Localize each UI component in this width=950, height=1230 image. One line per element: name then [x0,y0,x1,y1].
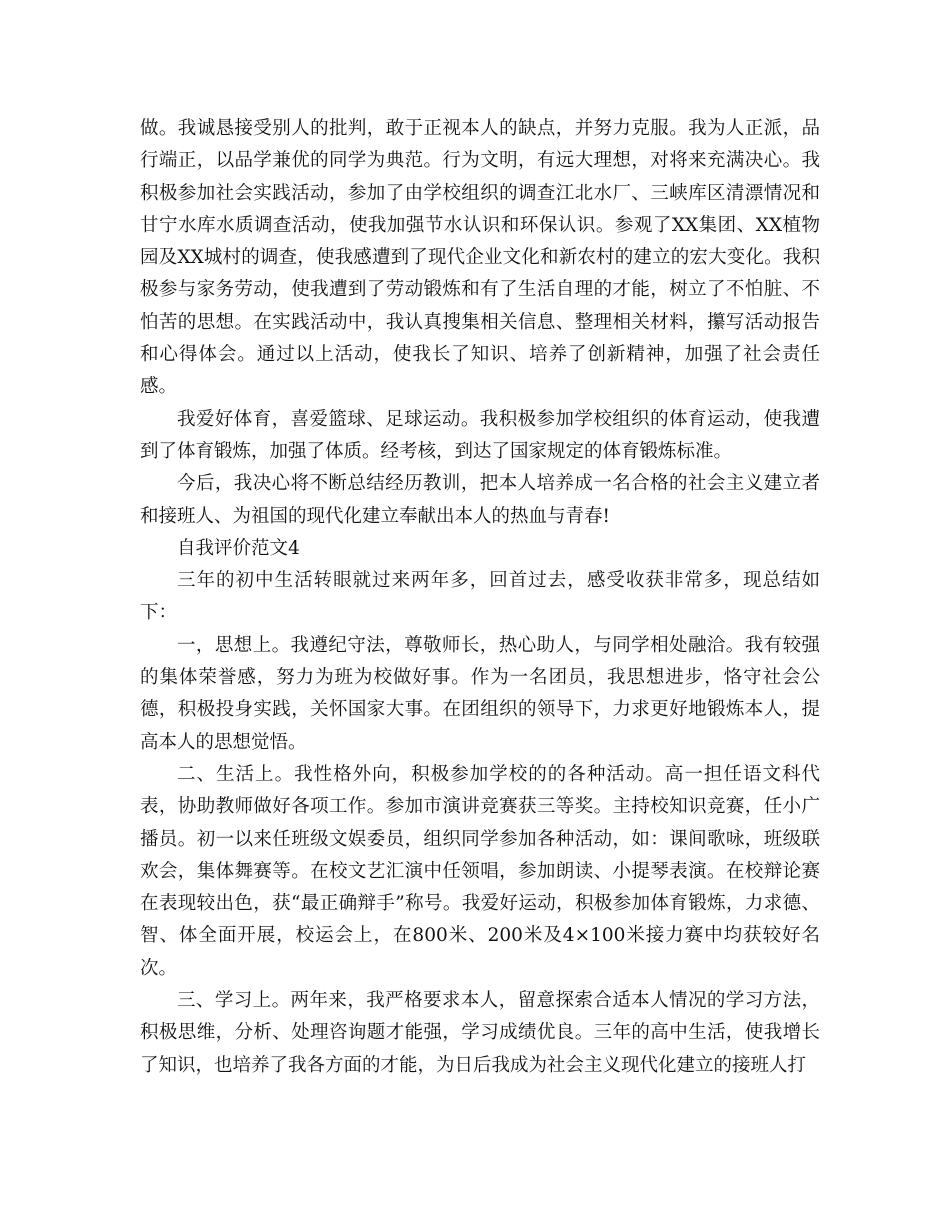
paragraph-continuation: 做。我诚恳接受别人的批判，敢于正视本人的缺点，并努力克服。我为人正派，品行端正，以品学兼优的同学为典范。行为文明，有远大理想，对将来充满决心。我积极参加社会实践活动，参加了由学校组织的调查江北水厂、三峡库区清漂情况和甘宁水库水质调查活动，使我加强节水认识和环保认识。参观了XX集团、XX植物园及XX城村的调查，使我感遭到了现代企业文化和新农村的建立的宏大变化。我积极参与家务劳动，使我遭到了劳动锻炼和有了生活自理的才能，树立了不怕脏、不怕苦的思想。在实践活动中，我认真搜集相关信息、整理相关材料，攥写活动报告和心得体会。通过以上活动，使我长了知识、培养了创新精神，加强了社会责任感。 [140,118,820,398]
paragraph-study: 三、学习上。两年来，我严格要求本人，留意探索合适本人情况的学习方法，积极思维，分析、处理咨询题才能强，学习成绩优良。三年的高中生活，使我增长了知识，也培养了我各方面的才能，为日后我成为社会主义现代化建立的接班人打 [140,990,820,1076]
document-body [140,113,820,1082]
paragraph-sports: 我爱好体育，喜爱篮球、足球运动。我积极参加学校组织的体育运动，使我遭到了体育锻炼，加强了体质。经考核，到达了国家规定的体育锻炼标准。 [140,408,820,462]
paragraph-life: 二、生活上。我性格外向，积极参加学校的的各种活动。高一担任语文科代表，协助教师做好各项工作。参加市演讲竞赛获三等奖。主持校知识竞赛，任小广播员。初一以来任班级文娱委员，组织同学参加各种活动，如：课间歌咏，班级联欢会，集体舞赛等。在校文艺汇演中任领唱，参加朗读、小提琴表演。在校辩论赛在表现较出色，获“最正确辩手”称号。我爱好运动，积极参加体育锻炼，力求德、智、体全面开展，校运会上，在800米、200米及4×100米接力赛中均获较好名次。 [140,763,820,979]
section-title: 自我评价范文4 [177,537,300,559]
paragraph-future: 今后，我决心将不断总结经历教训，把本人培养成一名合格的社会主义建立者和接班人、为祖国的现代化建立奉献出本人的热血与青春! [140,473,820,527]
paragraph-thought: 一，思想上。我遵纪守法，尊敬师长，热心助人，与同学相处融洽。我有较强的集体荣誉感，努力为班为校做好事。作为一名团员，我思想进步，恪守社会公德，积极投身实践，关怀国家大事。在团组织的领导下，力求更好地锻炼本人，提高本人的思想觉悟。 [140,634,820,753]
paragraph-intro: 三年的初中生活转眼就过来两年多，回首过去，感受收获非常多，现总结如下： [140,570,820,624]
